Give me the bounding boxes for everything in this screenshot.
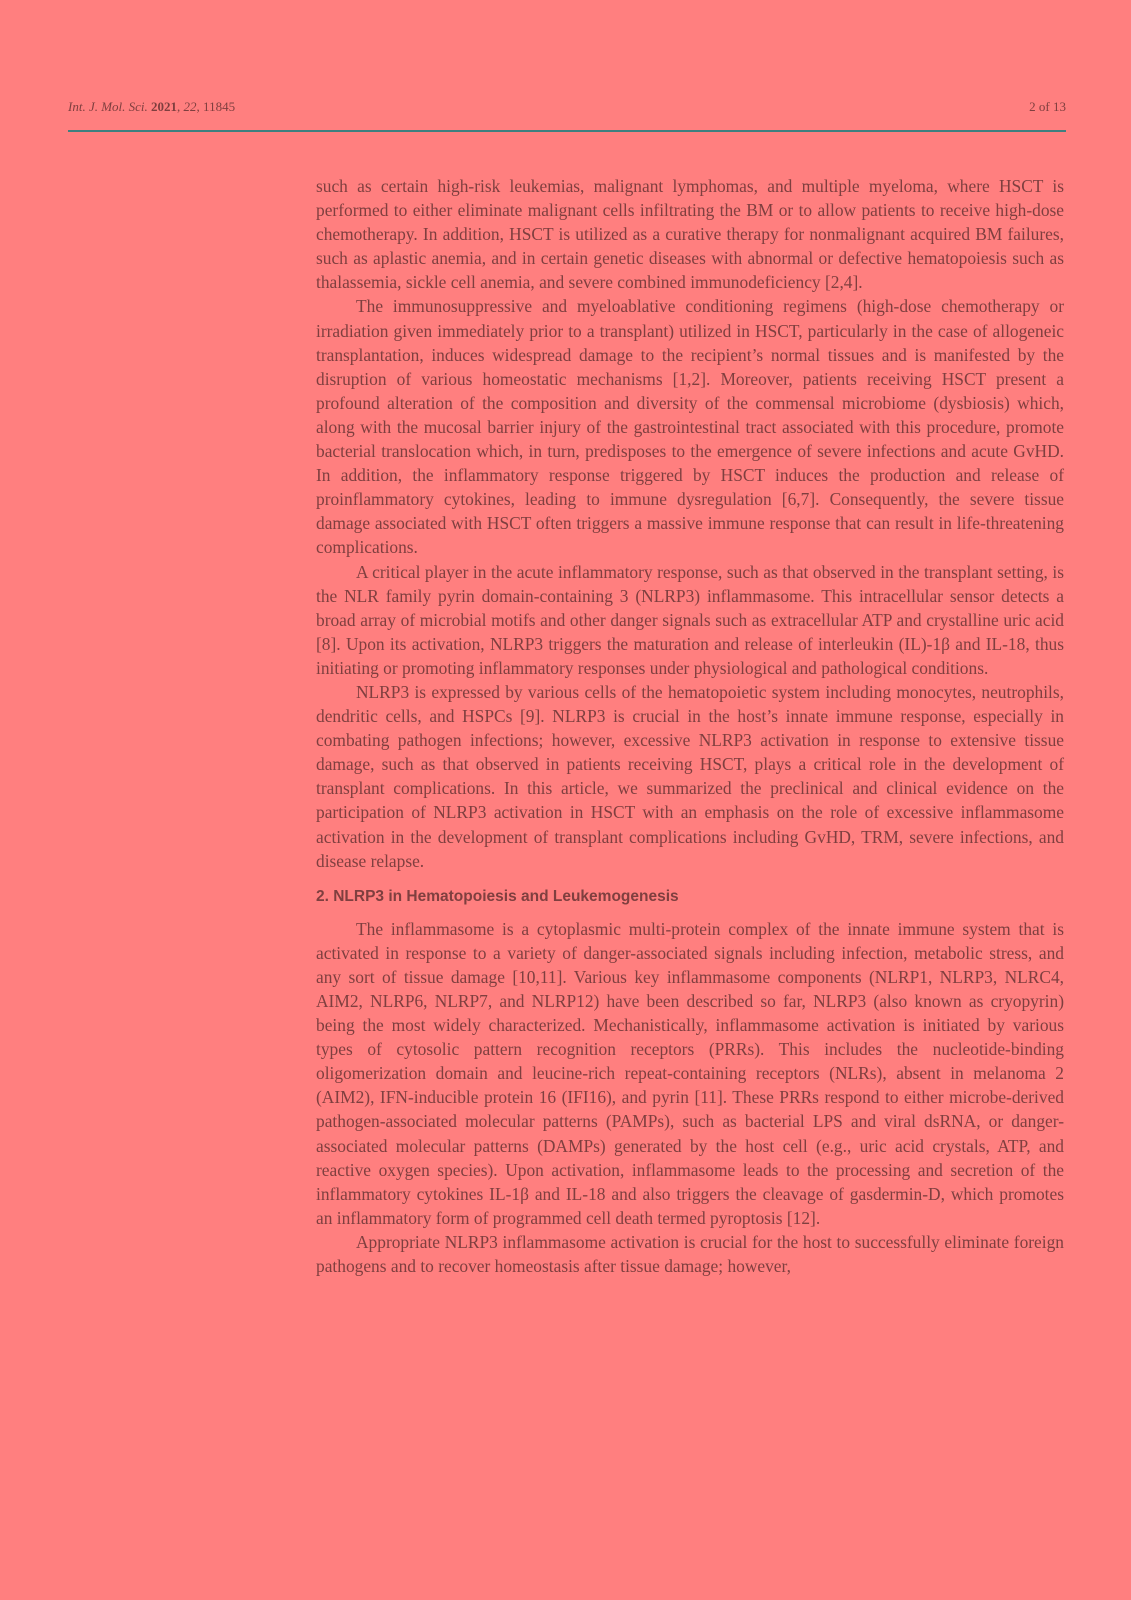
paragraph-1: such as certain high-risk leukemias, malignant lymphomas, and multiple myeloma, where HSCT is performed to either eliminate malignant cells infiltrating the BM or to allow patients to receive high-dose chemotherapy. In addition, HSCT is utilized as a curative therapy for nonmalignant acquired BM failures, such as aplastic anemia, and in certain genetic diseases with abnormal or defective hematopoiesis such as thalassemia, sickle cell anemia, and severe combined immunodeficiency [2,4]. (316, 176, 1064, 293)
paragraph-6: Appropriate NLRP3 inflammasome activation is crucial for the host to successfully eliminate foreign pathogens and to recover homeostasis after tissue damage; however, (316, 1231, 1064, 1277)
paragraph-4: NLRP3 is expressed by various cells of the hematopoietic system including monocytes, neutrophils, dendritic cells, and HSPCs [9]. NLRP3 is crucial in the host’s innate immune response, especially in combating pathogen infections; however, excessive NLRP3 activation in response to extensive tissue damage, such as that observed in patients receiving HSCT, plays a critical role in the development of transplant complications. In this article, we summarized the preclinical and clinical evidence on the participation of NLRP3 activation in HSCT with an emphasis on the role of excessive inflammasome activation in the development of transplant complications including GvHD, TRM, severe infections, and disease relapse. (316, 681, 1064, 871)
journal-name: Int. J. Mol. Sci. (68, 99, 148, 114)
journal-citation: Int. J. Mol. Sci. 2021, 22, 11845 (68, 99, 236, 114)
journal-year: 2021 (151, 99, 178, 114)
article-body (316, 174, 1064, 1278)
paragraph-2: The immunosuppressive and myeloablative conditioning regimens (high-dose chemotherapy or irradiation given immediately prior to a transplant) utilized in HSCT, particularly in the case of allogeneic transplantation, induces widespread damage to the recipient’s normal tissues and is manifested by the disruption of various homeostatic mechanisms [1,2]. Moreover, patients receiving HSCT present a profound alteration of the composition and diversity of the commensal microbiome (dysbiosis) which, along with the mucosal barrier injury of the gastrointestinal tract associated with this procedure, promote bacterial translocation which, in turn, predisposes to the emergence of severe infections and acute GvHD. In addition, the inflammatory response triggered by HSCT induces the production and release of proinflammatory cytokines, leading to immune dysregulation [6,7]. Consequently, the severe tissue damage associated with HSCT often triggers a massive immune response that can result in life-threatening complications. (316, 296, 1064, 558)
page-number: 2 of 13 (1029, 99, 1066, 114)
journal-volume: 22 (183, 99, 197, 114)
section-heading: 2. NLRP3 in Hematopoiesis and Leukemogenesis (316, 887, 679, 905)
running-header (68, 96, 1066, 132)
article-number: 11845 (203, 99, 236, 114)
paragraph-3: A critical player in the acute inflammatory response, such as that observed in the transplant setting, is the NLR family pyrin domain-containing 3 (NLRP3) inflammasome. This intracellular sensor detects a broad array of microbial motifs and other danger signals such as extracellular ATP and crystalline uric acid [8]. Upon its activation, NLRP3 triggers the maturation and release of interleukin (IL)-1β and IL-18, thus initiating or promoting inflammatory responses under physiological and pathological conditions. (316, 561, 1064, 678)
paragraph-5: The inflammasome is a cytoplasmic multi-protein complex of the innate immune system that is activated in response to a variety of danger-associated signals including infection, metabolic stress, and any sort of tissue damage [10,11]. Various key inflammasome components (NLRP1, NLRP3, NLRC4, AIM2, NLRP6, NLRP7, and NLRP12) have been described so far, NLRP3 (also known as cryopyrin) being the most widely characterized. Mechanistically, inflammasome activation is initiated by various types of cytosolic pattern recognition receptors (PRRs). This includes the nucleotide-binding oligomerization domain and leucine-rich repeat-containing receptors (NLRs), absent in melanoma 2 (AIM2), IFN-inducible protein 16 (IFI16), and pyrin [11]. These PRRs respond to either microbe-derived pathogen-associated molecular patterns (PAMPs), such as bacterial LPS and viral dsRNA, or danger-associated molecular patterns (DAMPs) generated by the host cell (e.g., uric acid crystals, ATP, and reactive oxygen species). Upon activation, inflammasome leads to the processing and secretion of the inflammatory cytokines IL-1β and IL-18 and also triggers the cleavage of gasdermin-D, which promotes an inflammatory form of programmed cell death termed pyroptosis [12]. (316, 918, 1064, 1228)
